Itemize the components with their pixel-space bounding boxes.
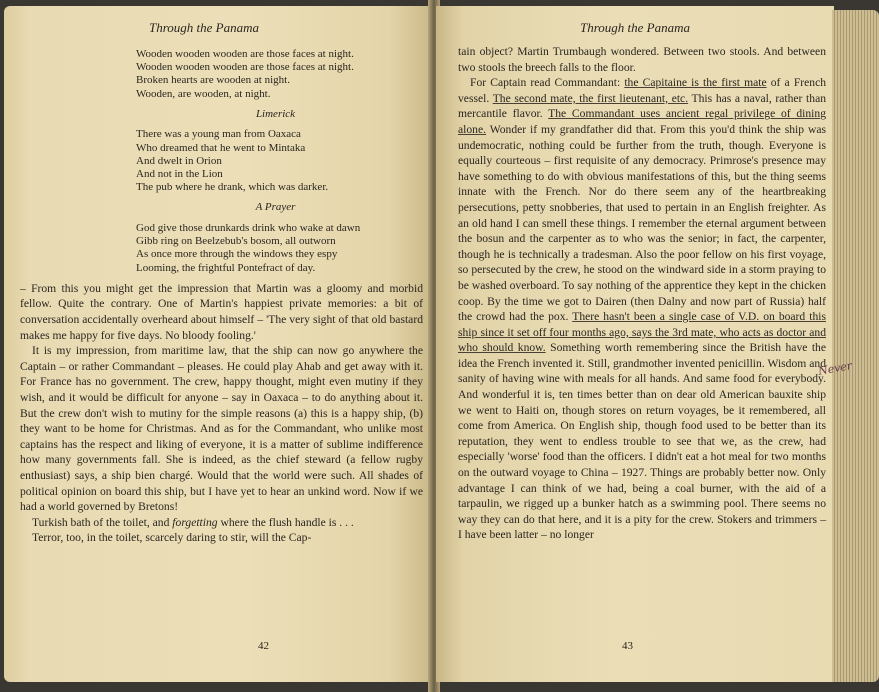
paragraph — [20, 515, 423, 531]
underlined-text: the Capitaine is the first mate — [624, 76, 767, 90]
handwritten-margin-note: Never — [817, 359, 853, 378]
text-run: This has a naval, rather than mercantile flavor. — [458, 91, 827, 121]
text-run: where the flush handle is . . . — [217, 515, 354, 529]
poem-line: Wooden wooden wooden are those faces at night. — [136, 48, 354, 60]
underlined-text: The Commandant uses ancient regal privilege of dining alone. — [458, 107, 826, 136]
running-head-left: Through the Panama — [148, 20, 260, 35]
prayer-title: A Prayer — [255, 201, 296, 214]
poem-line: Wooden, are wooden, at night. — [136, 87, 271, 100]
left-page — [4, 6, 432, 682]
poem-prayer — [88, 222, 423, 275]
poem-line: Gibb ring on Beelzebub's bosom, all outworn — [136, 235, 336, 248]
poem-line: There was a young man from Oaxaca — [136, 128, 301, 141]
poem-limerick — [88, 128, 423, 194]
text-run: Wonder if my grandfather did that. From this you'd think the ship was undemocratic, nothing could be further from the truth, though. Everyone is equally courteous – first requisite of any democracy. Primrose's presence may have something to do with obvious manifestations of this, but the thing seems innate with the French. Nor do there seem any of the heartbreaking persecutions, petty snobberies, that used to pertain in an English freighter. As an old hand I can smell these things. I remember the eternal argument between the bosun and the carpenter as to who was the senior; in fact, the carpenter, though he is technically a tradesman. Also the poor fellow on his first voyage, so persecuted by the crew, he stood on the windward side in a storm praying to be washed overboard. To say nothing of the apprentice they kept in the chicken coop. By the time we got to Dairen (then Dalny and now part of Russia) half the crowd had the pox. — [458, 122, 826, 324]
poem-wooden — [88, 48, 423, 101]
poem-line: Wooden wooden wooden are those faces at night. — [136, 61, 354, 74]
text-run: of a French vessel. — [458, 76, 827, 105]
underlined-text: There hasn't been a single case of V.D. on board this ship since it set off four months ago, says the 3rd mate, who acts as doctor and who should know. — [458, 310, 826, 355]
text-run: Turkish bath of the toilet, and — [32, 515, 173, 529]
left-prose — [20, 281, 423, 546]
poem-line: Broken hearts are wooden at night. — [136, 74, 290, 87]
text-run: Something worth remembering since the British have the idea the French invented it. Still, grandmother invented penicillin. Wisdom and sanity of having wine with meals for all hands. And same food for everybody. And wonderful it is, ten times better than on dear old American bauxite ship we went to Haiti on, though stores on return voyages, be it remembered, all come from America. On English ship, though food used to be better than its reputation, they went to endless trouble to see that we, as the crew, had especially 'worse' food than the officers. I didn't eat a hot meal for two months on the outward voyage to China – 1927. Things are probably better now. Only advantage I can think of we had, being a coal burner, with the aid of a tarpaulin, we rigged up a bunker hatch as a swimming pool. There seems no way they can do that here, and it is a pity for the crew. Stokers and trimmers – I have been latter – no longer — [458, 341, 827, 542]
paragraph: tain object? Martin Trumbaugh wondered. Between two stools. And between two stools the breech falls to the floor. — [458, 45, 826, 74]
poem-line: The pub where he drank, which was darker. — [136, 181, 329, 194]
poem-line: Who dreamed that he went to Mintaka — [136, 141, 306, 154]
underlined-text: The second mate, the first lieutenant, etc. — [492, 91, 689, 105]
poem-line: Looming, the frightful Pontefract of day. — [136, 261, 316, 274]
text-run: For Captain read Commandant: — [470, 76, 625, 90]
left-page-content — [20, 48, 423, 546]
paragraph: – From this you might get the impression that Martin was a gloomy and morbid fellow. Quite the contrary. One of Martin's happiest private memories: a bit of conversation accidentally overheard about himself – 'The very sight of that old bastard makes me happy for five days. No bloody fooling.' — [20, 281, 423, 342]
paragraph: It is my impression, from maritime law, that the ship can now go anywhere the Captain – or rather Commandant – pleases. He could play Ahab and get away with it. For France has no government. The crew, happy thought, might even mutiny if they wish, and it would be difficult for anyone – say in Oaxaca – to do anything about it. But the crew don't wish to mutiny for the simple reasons (a) this is a happy ship, (b) they want to be home for Christmas. And as for the Commandant, who unlike most captains has the respect and liking of everyone, it is a matter of sublime indifference how many governments fall. She is indeed, as the chief steward (a fellow rugby enthusiast) says, a ship bien chargé. Would that the world were such. All shades of political opinion on board this ship, but I have yet to hear an unkind word. Now if we had a world governed by Bretons! — [20, 344, 423, 514]
poem-line: God give those drunkards drink who wake at dawn — [136, 222, 361, 235]
poem-line: As once more through the windows they espy — [136, 248, 338, 261]
right-page — [436, 6, 834, 682]
page-edges — [832, 10, 879, 682]
paragraph: Terror, too, in the toilet, scarcely daring to stir, will the Cap- — [32, 531, 312, 545]
running-head-right: Through the Panama — [579, 20, 691, 35]
italic-text: forgetting — [172, 515, 218, 529]
page-number-left: 42 — [258, 640, 269, 652]
poem-line: And dwelt in Orion — [136, 154, 222, 167]
limerick-title: Limerick — [255, 107, 296, 120]
poem-line: And not in the Lion — [136, 168, 223, 181]
right-page-content — [458, 44, 826, 543]
page-number-right: 43 — [622, 640, 633, 652]
paragraph — [458, 75, 826, 543]
